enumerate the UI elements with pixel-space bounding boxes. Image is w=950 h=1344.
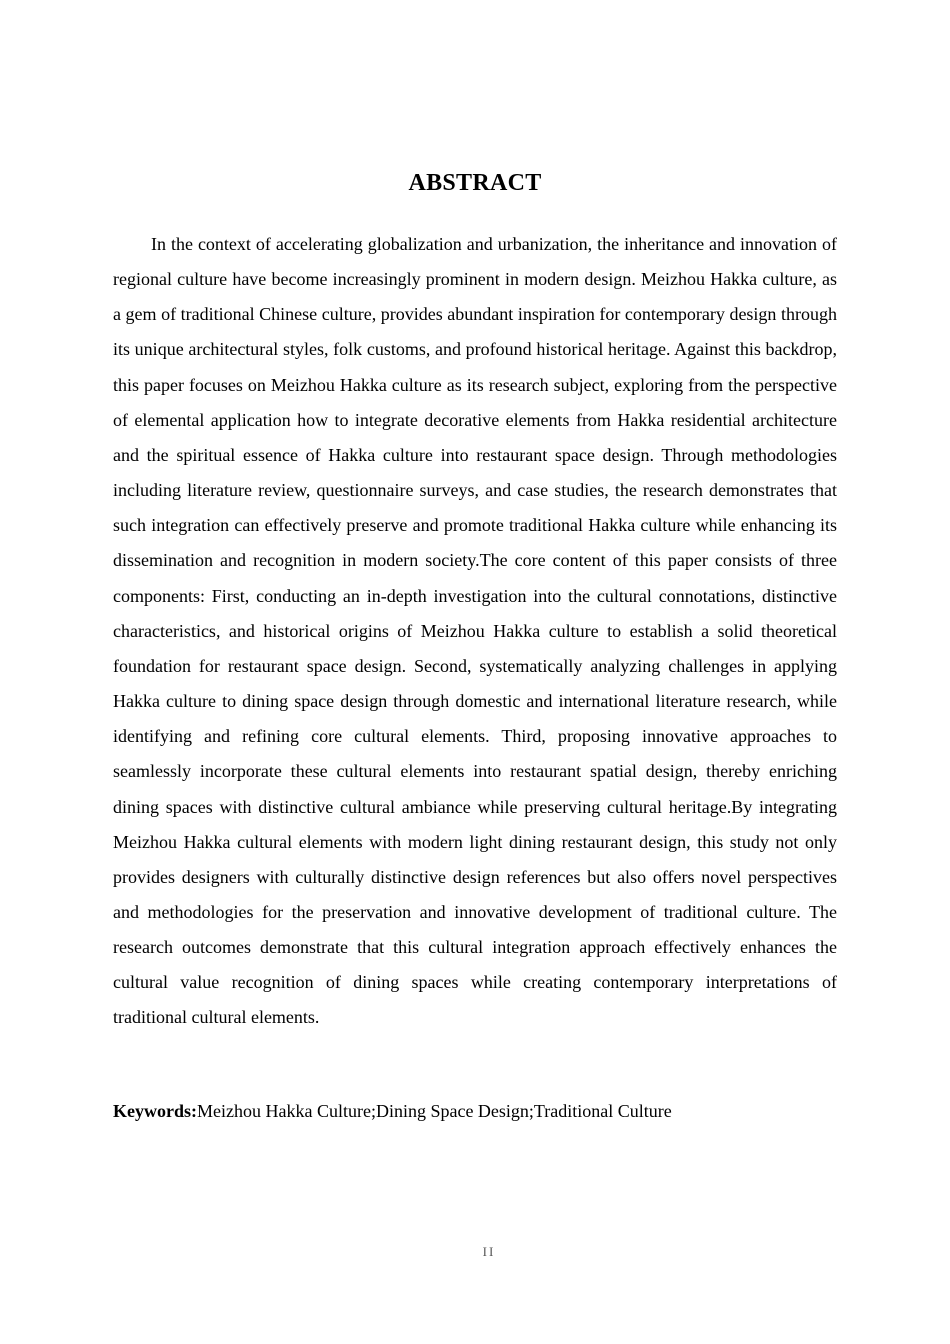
abstract-body: In the context of accelerating globalization and urbanization, the inheritance and innovation of regional culture have become increasingly prominent in modern design. Meizhou Hakka culture, as a gem of traditional Chinese culture, provides abundant inspiration for contemporary design through its unique architectural styles, folk customs, and profound historical heritage. Against this backdrop, this paper focuses on Meizhou Hakka culture as its research subject, exploring from the perspective of elemental application how to integrate decorative elements from Hakka residential architecture and the spiritual essence of Hakka culture into restaurant space design. Through methodologies including literature review, questionnaire surveys, and case studies, the research demonstrates that such integration can effectively preserve and promote traditional Hakka culture while enhancing its dissemination and recognition in modern society.The core content of this paper consists of three components: First, conducting an in-depth investigation into the cultural connotations, distinctive characteristics, and historical origins of Meizhou Hakka culture to establish a solid theoretical foundation for restaurant space design. Second, systematically analyzing challenges in applying Hakka culture to dining space design through domestic and international literature research, while identifying and refining core cultural elements. Third, proposing innovative approaches to seamlessly incorporate these cultural elements into restaurant spatial design, thereby enriching dining spaces with distinctive cultural ambiance while preserving cultural heritage.By integrating Meizhou Hakka cultural elements with modern light dining restaurant design, this study not only provides designers with culturally distinctive design references but also offers novel perspectives and methodologies for the preservation and innovative development of traditional culture. The research outcomes demonstrate that this cultural integration approach effectively enhances the cultural value recognition of dining spaces while creating contemporary interpretations of traditional cultural elements. <box>113 234 837 1028</box>
keywords-line <box>113 1094 837 1129</box>
keywords-text: Meizhou Hakka Culture;Dining Space Design;Traditional Culture <box>197 1101 672 1121</box>
page-number: II <box>482 1244 496 1259</box>
abstract-title: ABSTRACT <box>408 170 542 196</box>
keywords-label: Keywords: <box>113 1101 197 1121</box>
